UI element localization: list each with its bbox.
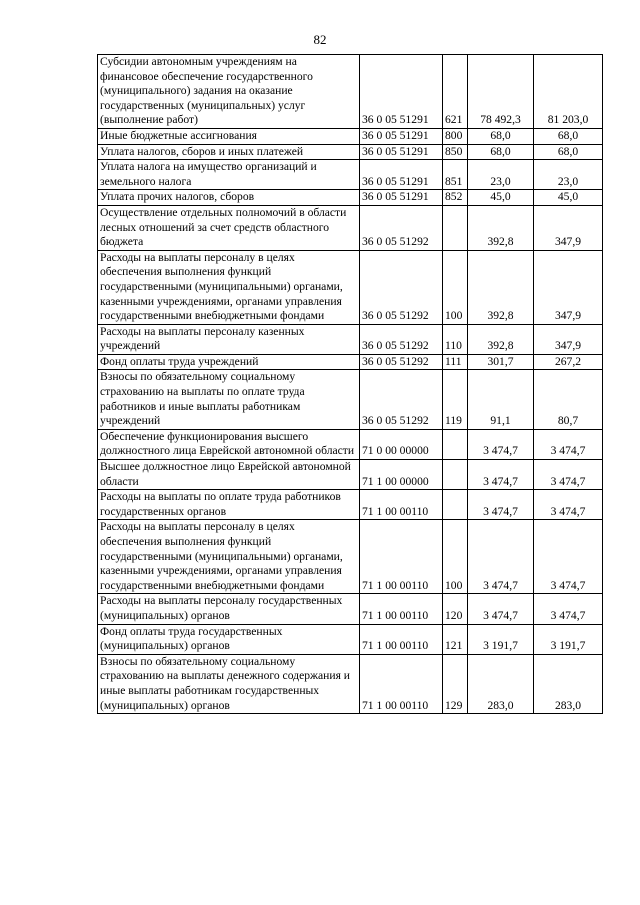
budget-table-body — [98, 55, 603, 714]
table-row — [98, 624, 603, 654]
page-number: 82 — [313, 32, 327, 47]
table-row — [98, 250, 603, 324]
row-expense-type-cell: 850 — [443, 144, 468, 160]
row-year1-amount-cell: 91,1 — [468, 370, 534, 429]
table-row — [98, 144, 603, 160]
row-name-cell: Уплата налога на имущество организаций и земельного налога — [98, 160, 360, 190]
row-expense-type-cell: 852 — [443, 190, 468, 206]
row-csr-code-cell: 36 0 05 51292 — [360, 324, 443, 354]
row-name-cell: Взносы по обязательному социальному страхованию на выплаты денежного содержания и иные выплаты работникам государственных (муниципальных) органов — [98, 654, 360, 713]
row-year2-amount-cell: 347,9 — [534, 205, 603, 250]
row-year1-amount-cell: 283,0 — [468, 654, 534, 713]
row-year2-amount-cell: 3 191,7 — [534, 624, 603, 654]
row-year1-amount-cell: 45,0 — [468, 190, 534, 206]
row-name-cell: Высшее должностное лицо Еврейской автономной области — [98, 460, 360, 490]
row-year2-amount-cell: 23,0 — [534, 160, 603, 190]
table-row — [98, 354, 603, 370]
row-year2-amount-cell: 68,0 — [534, 144, 603, 160]
row-year2-amount-cell: 45,0 — [534, 190, 603, 206]
row-year1-amount-cell: 301,7 — [468, 354, 534, 370]
row-year2-amount-cell: 3 474,7 — [534, 460, 603, 490]
table-row — [98, 594, 603, 624]
row-year2-amount-cell: 283,0 — [534, 654, 603, 713]
row-year2-amount-cell: 3 474,7 — [534, 490, 603, 520]
row-expense-type-cell: 621 — [443, 55, 468, 129]
row-expense-type-cell — [443, 205, 468, 250]
row-expense-type-cell: 121 — [443, 624, 468, 654]
row-csr-code-cell: 36 0 05 51292 — [360, 370, 443, 429]
row-name-cell: Взносы по обязательному социальному страхованию на выплаты по оплате труда работников и иные выплаты работникам учреждений — [98, 370, 360, 429]
row-name-cell: Субсидии автономным учреждениям на финансовое обеспечение государственного (муниципального) задания на оказание государственных (муниципальных) услуг (выполнение работ) — [98, 55, 360, 129]
row-csr-code-cell: 71 1 00 00110 — [360, 594, 443, 624]
row-year2-amount-cell: 3 474,7 — [534, 594, 603, 624]
row-expense-type-cell: 129 — [443, 654, 468, 713]
row-csr-code-cell: 36 0 05 51291 — [360, 144, 443, 160]
row-csr-code-cell: 71 1 00 00000 — [360, 460, 443, 490]
row-year2-amount-cell: 347,9 — [534, 324, 603, 354]
row-name-cell: Иные бюджетные ассигнования — [98, 128, 360, 144]
row-year1-amount-cell: 392,8 — [468, 250, 534, 324]
row-year2-amount-cell: 81 203,0 — [534, 55, 603, 129]
row-name-cell: Уплата налогов, сборов и иных платежей — [98, 144, 360, 160]
row-csr-code-cell: 36 0 05 51292 — [360, 205, 443, 250]
row-year2-amount-cell: 68,0 — [534, 128, 603, 144]
row-name-cell: Расходы на выплаты персоналу в целях обеспечения выполнения функций государственными (муниципальными) органами, казенными учреждениями, органами управления государственными внебюджетными фондами — [98, 250, 360, 324]
row-year1-amount-cell: 78 492,3 — [468, 55, 534, 129]
table-row — [98, 654, 603, 713]
row-csr-code-cell: 36 0 05 51292 — [360, 250, 443, 324]
row-csr-code-cell: 36 0 05 51292 — [360, 354, 443, 370]
row-csr-code-cell: 36 0 05 51291 — [360, 55, 443, 129]
row-name-cell: Расходы на выплаты персоналу в целях обеспечения выполнения функций государственными (муниципальными) органами, казенными учреждениями, органами управления государственными внебюджетными фондами — [98, 520, 360, 594]
row-year1-amount-cell: 3 474,7 — [468, 594, 534, 624]
table-row — [98, 55, 603, 129]
row-year1-amount-cell: 68,0 — [468, 128, 534, 144]
row-year1-amount-cell: 3 474,7 — [468, 490, 534, 520]
row-year1-amount-cell: 68,0 — [468, 144, 534, 160]
table-row — [98, 490, 603, 520]
row-year1-amount-cell: 3 474,7 — [468, 429, 534, 459]
row-name-cell: Расходы на выплаты по оплате труда работников государственных органов — [98, 490, 360, 520]
row-name-cell: Фонд оплаты труда государственных (муниципальных) органов — [98, 624, 360, 654]
table-row — [98, 128, 603, 144]
row-year1-amount-cell: 392,8 — [468, 324, 534, 354]
row-year2-amount-cell: 3 474,7 — [534, 520, 603, 594]
row-csr-code-cell: 71 1 00 00110 — [360, 490, 443, 520]
row-year2-amount-cell: 80,7 — [534, 370, 603, 429]
row-year1-amount-cell: 3 191,7 — [468, 624, 534, 654]
row-csr-code-cell: 71 1 00 00110 — [360, 624, 443, 654]
row-expense-type-cell: 110 — [443, 324, 468, 354]
table-row — [98, 324, 603, 354]
table-row — [98, 190, 603, 206]
row-csr-code-cell: 36 0 05 51291 — [360, 160, 443, 190]
row-name-cell: Расходы на выплаты персоналу государственных (муниципальных) органов — [98, 594, 360, 624]
row-year2-amount-cell: 347,9 — [534, 250, 603, 324]
row-year1-amount-cell: 392,8 — [468, 205, 534, 250]
row-csr-code-cell: 36 0 05 51291 — [360, 128, 443, 144]
row-name-cell: Фонд оплаты труда учреждений — [98, 354, 360, 370]
row-expense-type-cell: 100 — [443, 520, 468, 594]
row-name-cell: Осуществление отдельных полномочий в области лесных отношений за счет средств областного бюджета — [98, 205, 360, 250]
row-expense-type-cell — [443, 460, 468, 490]
row-name-cell: Обеспечение функционирования высшего должностного лица Еврейской автономной области — [98, 429, 360, 459]
row-expense-type-cell: 119 — [443, 370, 468, 429]
row-expense-type-cell: 800 — [443, 128, 468, 144]
row-expense-type-cell: 851 — [443, 160, 468, 190]
table-row — [98, 160, 603, 190]
row-expense-type-cell: 120 — [443, 594, 468, 624]
table-row — [98, 520, 603, 594]
row-csr-code-cell: 71 0 00 00000 — [360, 429, 443, 459]
row-expense-type-cell: 111 — [443, 354, 468, 370]
row-year2-amount-cell: 267,2 — [534, 354, 603, 370]
table-row — [98, 460, 603, 490]
row-year1-amount-cell: 3 474,7 — [468, 520, 534, 594]
row-csr-code-cell: 36 0 05 51291 — [360, 190, 443, 206]
table-row — [98, 429, 603, 459]
row-expense-type-cell: 100 — [443, 250, 468, 324]
table-row — [98, 370, 603, 429]
table-row — [98, 205, 603, 250]
row-expense-type-cell — [443, 429, 468, 459]
row-name-cell: Уплата прочих налогов, сборов — [98, 190, 360, 206]
budget-table — [97, 54, 603, 714]
row-csr-code-cell: 71 1 00 00110 — [360, 520, 443, 594]
row-year2-amount-cell: 3 474,7 — [534, 429, 603, 459]
row-year1-amount-cell: 23,0 — [468, 160, 534, 190]
row-name-cell: Расходы на выплаты персоналу казенных учреждений — [98, 324, 360, 354]
row-expense-type-cell — [443, 490, 468, 520]
row-csr-code-cell: 71 1 00 00110 — [360, 654, 443, 713]
row-year1-amount-cell: 3 474,7 — [468, 460, 534, 490]
